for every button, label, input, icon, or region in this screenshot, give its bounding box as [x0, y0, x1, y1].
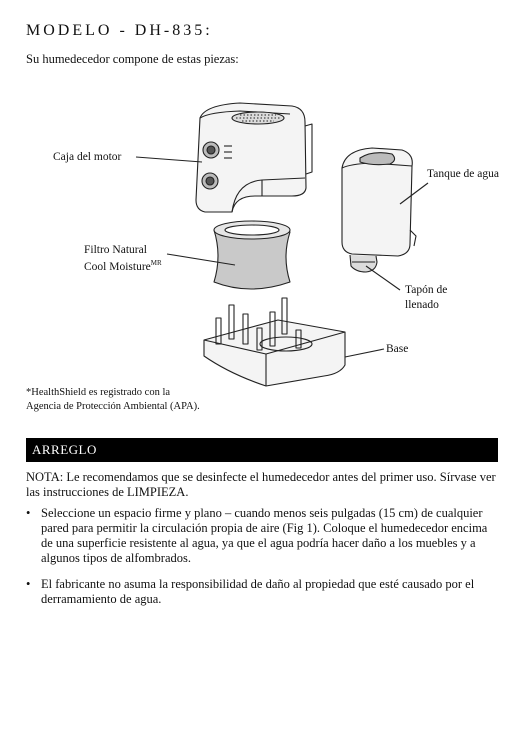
label-filter-line1: Filtro Natural: [84, 244, 147, 256]
trademark-mark: MR: [150, 259, 162, 267]
water-tank-illustration: [342, 148, 416, 272]
label-fill-cap-line1: Tapón de: [405, 284, 448, 296]
footnote-line1: *HealthShield es registrado con la: [26, 387, 171, 398]
motor-leader-line: [136, 157, 202, 162]
parts-intro: Su humedecedor compone de estas piezas:: [26, 52, 239, 66]
page-title: MODELO - DH-835:: [26, 22, 213, 39]
list-item: • El fabricante no asuma la responsibilidad de daño al propiedad que esté causado por el derramamiento de agua.: [26, 577, 475, 606]
label-fill-cap-line2: llenado: [405, 299, 439, 311]
label-motor-housing: Caja del motor: [53, 151, 122, 163]
bullet-icon: •: [26, 506, 31, 520]
filter-illustration: [214, 221, 290, 289]
setup-note: NOTA: Le recomendamos que se desinfecte el humedecedor antes del primer uso. Sírvase ver las instrucciones de LIMPIEZA.: [26, 470, 496, 499]
base-illustration: [204, 298, 345, 386]
base-leader-line: [345, 349, 384, 357]
footnote: [26, 386, 286, 414]
motor-housing-illustration: [196, 103, 312, 212]
section-title: ARREGLO: [32, 442, 97, 457]
section-header: [26, 438, 498, 462]
cap-leader-line: [366, 266, 400, 290]
footnote-line2: Agencia de Protección Ambiental (APA).: [26, 401, 200, 412]
label-water-tank: Tanque de agua: [427, 168, 499, 180]
setup-instructions-list: [26, 506, 498, 618]
label-filter-line2: Cool Moisture$^{MR}$: [84, 259, 162, 273]
label-base: Base: [386, 343, 409, 355]
list-item: • Seleccione un espacio firme y plano – cuando menos seis pulgadas (15 cm) de cualquier pared para permitir la circulación propia de aire (Fig 1). Coloque el humedecedor encima de una superficie resistente al agua, ya que el agua podría hacer daño a los muebles y a algunos tipos de alfombrados.: [26, 506, 488, 565]
bullet-icon: •: [26, 577, 31, 591]
